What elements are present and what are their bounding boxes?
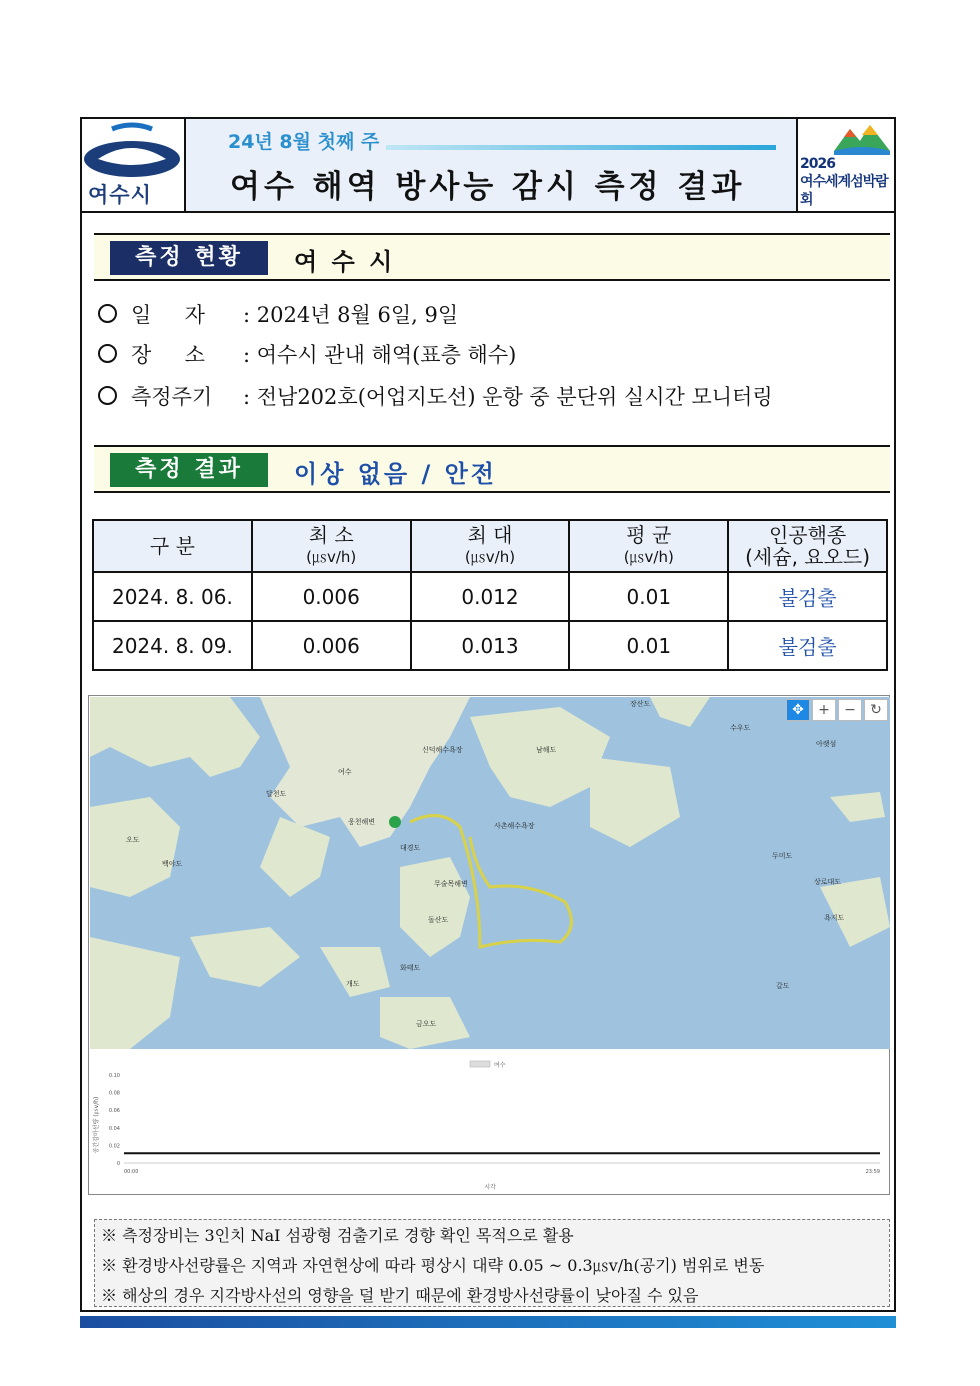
col-header-label: 구 분 — [149, 534, 195, 558]
table-header-row — [93, 520, 887, 572]
map-label: 무술목해변 — [434, 880, 468, 888]
col-header — [411, 520, 570, 572]
map-label: 대경도 — [400, 844, 421, 852]
cell-min: 0.006 — [252, 621, 411, 670]
circle-bullet-icon — [98, 344, 117, 363]
cell-nuclide: 불검출 — [728, 621, 887, 670]
expo-logo-text — [800, 155, 894, 209]
notes-box — [94, 1219, 890, 1307]
x-tick-label: 23:59 — [865, 1169, 880, 1175]
x-tick-label: 00:00 — [124, 1169, 139, 1175]
col-header — [93, 520, 252, 572]
report-header — [82, 119, 894, 213]
map-label: 웅천해변 — [348, 818, 376, 826]
title-area — [186, 119, 796, 211]
y-tick-label: 0.06 — [108, 1108, 120, 1115]
y-tick-label: 0.08 — [108, 1090, 120, 1097]
report-subtitle: 24년 8월 첫째 주 — [228, 131, 380, 153]
cell-avg: 0.01 — [569, 621, 728, 670]
col-header-label: 최 대 — [467, 523, 513, 547]
col-header-unit: (㎲v/h) — [306, 548, 357, 566]
yeosu-logo-text: 여수시 — [88, 183, 152, 207]
map-label: 갈도 — [776, 982, 790, 990]
zoom-out-icon[interactable]: − — [838, 699, 862, 721]
pan-icon[interactable]: ✥ — [786, 699, 810, 721]
y-tick-label: 0 — [116, 1161, 120, 1167]
map-toolbar — [786, 699, 888, 721]
result-tag: 측정 결과 — [110, 453, 268, 487]
map-label: 장산도 — [630, 700, 651, 708]
col-header-unit: (㎲v/h) — [623, 548, 674, 566]
cell-min: 0.006 — [252, 572, 411, 621]
y-axis-label: 공간감마선량 (㎲v/h) — [93, 1096, 100, 1154]
info-cycle-label: 측정주기 — [131, 385, 213, 409]
info-date-value: : 2024년 8월 6일, 9일 — [243, 303, 459, 327]
map-label: 여수 — [338, 768, 352, 776]
table-row — [93, 572, 887, 621]
reset-icon[interactable]: ↻ — [864, 699, 888, 721]
map-label: 달천도 — [266, 790, 287, 798]
map-label: 상로대도 — [814, 878, 842, 886]
map-label: 금오도 — [416, 1020, 437, 1028]
info-place-label: 장 소 — [131, 343, 205, 367]
status-value: 여 수 시 — [294, 248, 396, 276]
route-map[interactable] — [90, 697, 890, 1049]
map-label: 수우도 — [730, 724, 751, 732]
col-header-unit: (㎲v/h) — [464, 548, 516, 566]
y-tick-label: 0.02 — [108, 1143, 120, 1150]
table-row — [93, 621, 887, 670]
note-line: ※ 환경방사선량률은 지역과 자연현상에 따라 평상시 대략 0.05 ~ 0.3㎲v/h(공기) 범위로 변동 — [101, 1256, 765, 1275]
dose-rate-chart — [90, 1053, 890, 1193]
results-table — [92, 519, 888, 671]
info-date-label: 일 자 — [131, 303, 205, 327]
footer-bar — [80, 1316, 896, 1328]
yeosu-logo — [82, 119, 186, 211]
map-label: 아랫섬 — [816, 740, 837, 748]
col-header — [569, 520, 728, 572]
col-header-unit: (세슘, 요오드) — [745, 545, 871, 569]
info-place-value: : 여수시 관내 해역(표층 해수) — [243, 343, 517, 367]
note-line: ※ 측정장비는 3인치 NaI 섬광형 검출기로 경향 확인 목적으로 활용 — [101, 1226, 574, 1245]
map-label: 욕지도 — [824, 914, 845, 922]
subtitle-underline — [386, 145, 776, 150]
expo-logo — [796, 119, 894, 211]
map-label: 남해도 — [536, 746, 557, 754]
zoom-in-icon[interactable]: + — [812, 699, 836, 721]
monitoring-panel — [88, 695, 890, 1195]
circle-bullet-icon — [98, 304, 117, 323]
note-line: ※ 해상의 경우 지각방사선의 영향을 덜 받기 때문에 환경방사선량률이 낮아질 수 있음 — [101, 1286, 699, 1305]
map-terrain — [90, 697, 890, 1049]
result-value: 이상 없음 / 안전 — [294, 460, 497, 488]
info-cycle-value: : 전남202호(어업지도선) 운항 중 분단위 실시간 모니터링 — [243, 385, 773, 409]
info-place — [98, 339, 516, 369]
col-header — [728, 520, 887, 572]
col-header-label: 최 소 — [308, 523, 354, 547]
report-frame — [80, 117, 896, 1312]
legend-label: 여수 — [494, 1062, 506, 1069]
map-label: 오도 — [126, 836, 140, 844]
map-label: 사촌해수욕장 — [494, 822, 535, 830]
report-title: 여수 해역 방사능 감시 측정 결과 — [230, 169, 746, 205]
x-axis-label: 시각 — [484, 1184, 496, 1191]
expo-emblem-icon — [832, 121, 892, 157]
y-tick-label: 0.10 — [108, 1073, 120, 1079]
legend-swatch — [470, 1061, 490, 1067]
status-section-header — [94, 233, 890, 281]
cell-max: 0.013 — [411, 621, 570, 670]
cell-max: 0.012 — [411, 572, 570, 621]
map-label: 신덕해수욕장 — [422, 746, 463, 754]
y-tick-label: 0.04 — [108, 1125, 120, 1132]
col-header-label: 평 균 — [626, 523, 672, 547]
cell-avg: 0.01 — [569, 572, 728, 621]
info-date — [98, 299, 458, 329]
cell-date: 2024. 8. 09. — [93, 621, 252, 670]
expo-name: 여수세계섬박람회 — [800, 174, 888, 208]
expo-year: 2026 — [800, 156, 835, 172]
cell-nuclide: 불검출 — [728, 572, 887, 621]
status-tag: 측정 현황 — [110, 241, 268, 275]
cell-date: 2024. 8. 06. — [93, 572, 252, 621]
map-label: 두미도 — [772, 852, 793, 860]
col-header-label: 인공핵종 — [768, 523, 847, 547]
result-section-header — [94, 445, 890, 493]
col-header — [252, 520, 411, 572]
map-label: 화태도 — [400, 964, 421, 972]
yeosu-emblem-icon — [82, 119, 182, 179]
map-label: 개도 — [346, 980, 360, 988]
circle-bullet-icon — [98, 386, 117, 405]
map-label: 백야도 — [162, 860, 183, 868]
map-label: 돌산도 — [428, 916, 449, 924]
info-cycle — [98, 381, 773, 411]
